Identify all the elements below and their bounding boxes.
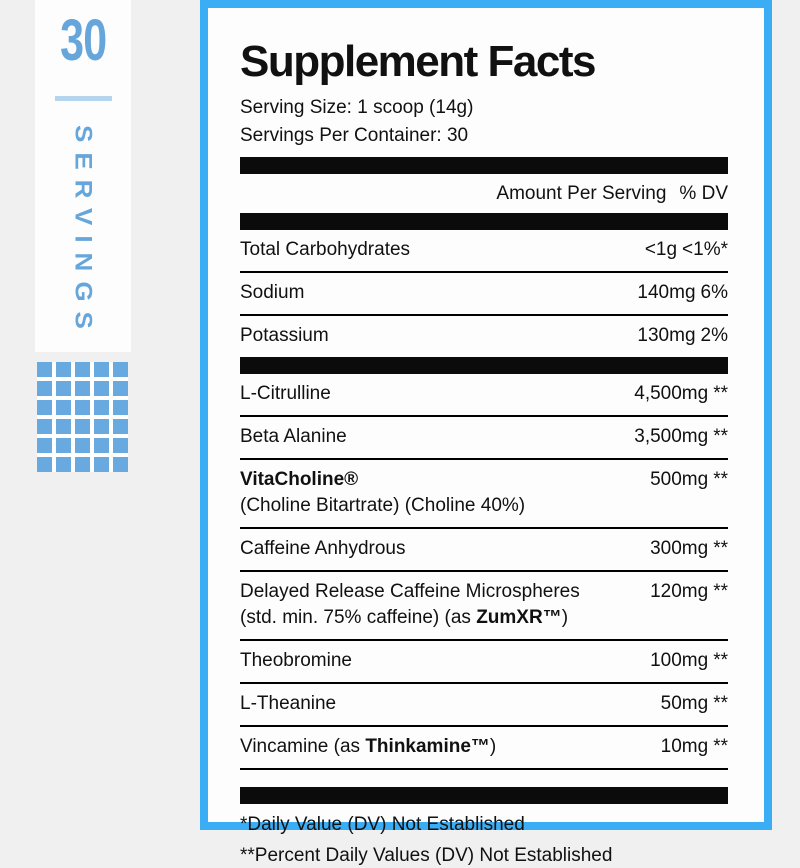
nutrient-dv: ** — [713, 581, 728, 603]
nutrient-dv: ** — [713, 426, 728, 448]
nutrient-amount: 300mg — [650, 538, 709, 560]
nutrient-row — [240, 374, 728, 417]
nutrient-row — [240, 572, 728, 641]
footnote: **Percent Daily Values (DV) Not Established — [240, 845, 613, 867]
nutrient-name: Caffeine Anhydrous — [240, 538, 406, 560]
serving-square — [56, 457, 71, 472]
nutrient-amount: <1g — [644, 239, 678, 261]
serving-square — [56, 400, 71, 415]
nutrient-name: L-Citrulline — [240, 383, 331, 405]
nutrient-row — [240, 460, 728, 529]
amount-header-row — [240, 174, 728, 213]
servings-divider — [55, 96, 112, 101]
serving-square — [37, 400, 52, 415]
serving-square — [113, 362, 128, 377]
nutrient-name: Delayed Release Caffeine Microspheres — [240, 581, 580, 603]
nutrient-amount: 500mg — [650, 469, 709, 491]
servings-count: 30 — [59, 8, 107, 73]
nutrient-amount: 120mg — [650, 581, 709, 603]
serving-square — [75, 400, 90, 415]
nutrient-amount: 140mg — [637, 282, 696, 304]
serving-square — [94, 438, 109, 453]
nutrient-dv: ** — [713, 538, 728, 560]
serving-square — [113, 400, 128, 415]
servings-per-container: Servings Per Container: 30 — [240, 125, 469, 147]
nutrient-name: Theobromine — [240, 650, 352, 672]
nutrient-row — [240, 727, 728, 770]
nutrient-name: Beta Alanine — [240, 426, 347, 448]
nutrient-name: Total Carbohydrates — [240, 239, 411, 261]
serving-square — [56, 419, 71, 434]
nutrient-dv: <1%* — [682, 239, 728, 261]
serving-square — [113, 419, 128, 434]
serving-square — [113, 381, 128, 396]
nutrient-row — [240, 684, 728, 727]
serving-square — [94, 381, 109, 396]
serving-square — [37, 419, 52, 434]
serving-square — [75, 457, 90, 472]
serving-square — [94, 419, 109, 434]
nutrient-name: L-Theanine — [240, 693, 337, 715]
nutrient-dv: ** — [713, 469, 728, 491]
supplement-title: Supplement Facts — [240, 37, 595, 86]
nutrient-dv: ** — [713, 383, 728, 405]
nutrient-amount: 10mg — [660, 736, 709, 758]
footnote: *Daily Value (DV) Not Established — [240, 814, 525, 836]
section-bar — [240, 157, 728, 174]
serving-size: Serving Size: 1 scoop (14g) — [240, 97, 474, 119]
section-bar — [240, 213, 728, 230]
nutrient-row — [240, 417, 728, 460]
nutrient-amount: 130mg — [637, 325, 696, 347]
panel-content — [208, 39, 764, 868]
serving-square — [37, 362, 52, 377]
nutrient-name: VitaCholine® — [240, 469, 359, 491]
serving-square — [75, 381, 90, 396]
nutrient-subtext: (Choline Bitartrate) (Choline 40%) — [240, 495, 526, 517]
nutrient-row — [240, 316, 728, 357]
serving-square — [37, 438, 52, 453]
serving-square — [37, 381, 52, 396]
servings-vertical-label: SERVINGS — [69, 125, 98, 339]
serving-square — [75, 419, 90, 434]
serving-square — [56, 362, 71, 377]
nutrient-dv: ** — [713, 736, 728, 758]
nutrient-subtext: (std. min. 75% caffeine) (as ZumXR™) — [240, 607, 569, 629]
serving-square — [113, 438, 128, 453]
nutrient-dv: 2% — [700, 325, 728, 347]
nutrient-dv: ** — [713, 693, 728, 715]
section-bar — [240, 787, 728, 804]
serving-square — [94, 362, 109, 377]
nutrient-amount: 3,500mg — [634, 426, 709, 448]
serving-square — [94, 457, 109, 472]
nutrient-row — [240, 273, 728, 316]
serving-square — [75, 362, 90, 377]
serving-square — [56, 438, 71, 453]
serving-square — [113, 457, 128, 472]
nutrient-dv: ** — [713, 650, 728, 672]
nutrient-row — [240, 230, 728, 273]
dv-header: % DV — [679, 183, 728, 205]
nutrient-name: Vincamine (as Thinkamine™) — [240, 736, 497, 758]
servings-grid — [37, 362, 128, 472]
nutrient-row — [240, 641, 728, 684]
serving-square — [75, 438, 90, 453]
nutrient-name: Potassium — [240, 325, 329, 347]
serving-square — [37, 457, 52, 472]
footnotes — [240, 812, 728, 868]
section-bar — [240, 357, 728, 374]
nutrient-row — [240, 529, 728, 572]
nutrient-amount: 100mg — [650, 650, 709, 672]
nutrient-name: Sodium — [240, 282, 305, 304]
sidebar — [35, 0, 131, 352]
nutrient-dv: 6% — [700, 282, 728, 304]
serving-square — [94, 400, 109, 415]
nutrient-amount: 4,500mg — [634, 383, 709, 405]
supplement-panel — [200, 0, 772, 867]
serving-square — [56, 381, 71, 396]
nutrient-amount: 50mg — [660, 693, 709, 715]
amount-per-serving-header: Amount Per Serving — [496, 183, 667, 205]
